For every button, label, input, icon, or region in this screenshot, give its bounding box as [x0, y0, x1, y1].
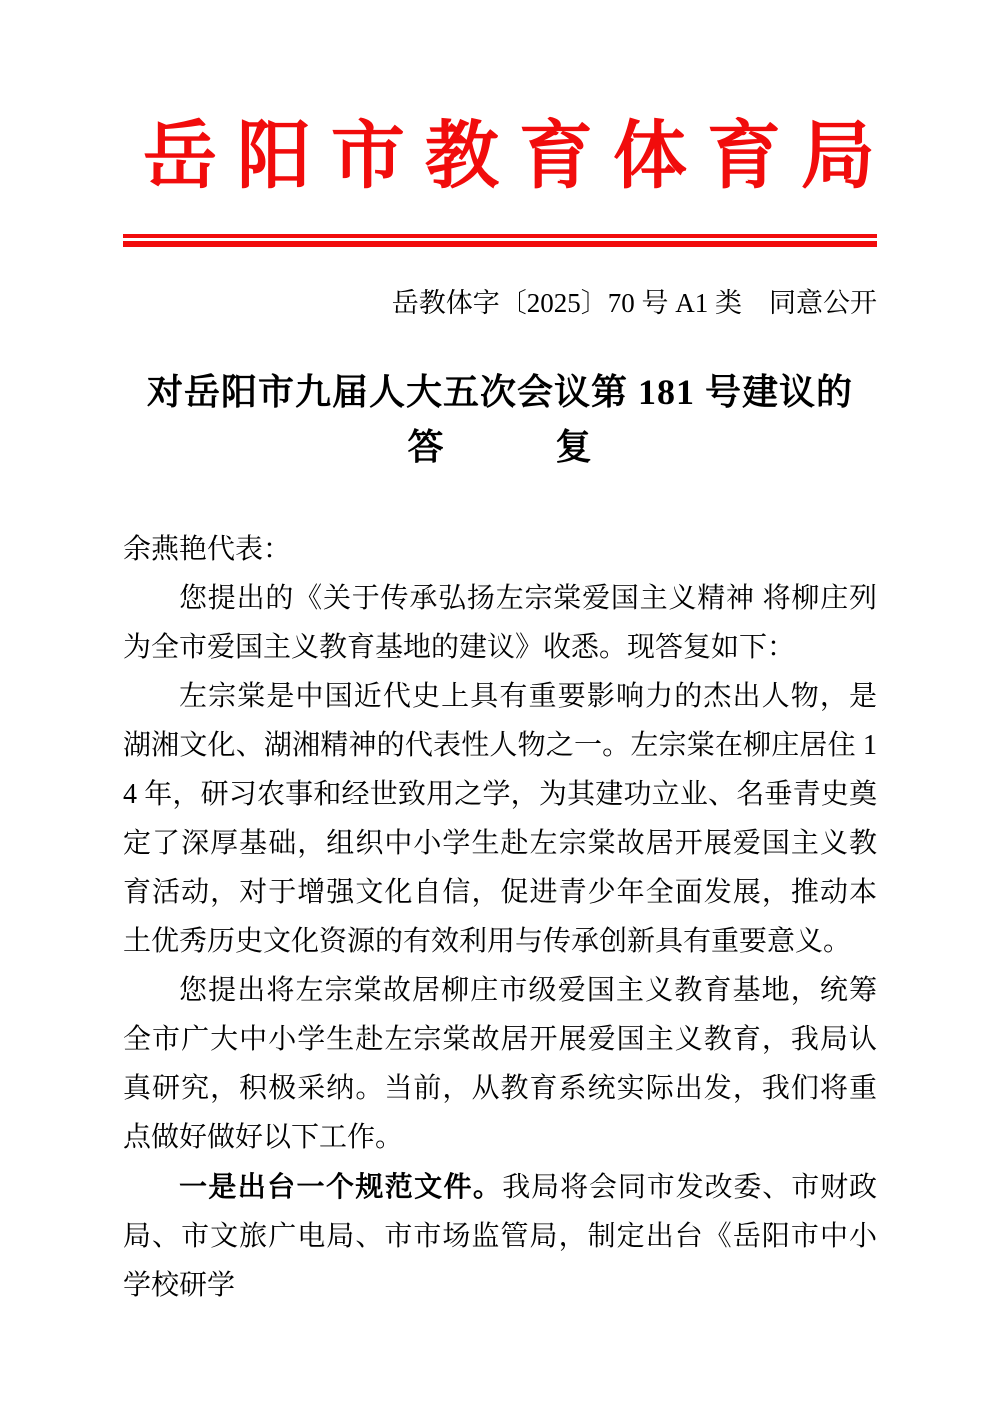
paragraph-adoption: 您提出将左宗棠故居柳庄市级爱国主义教育基地，统筹全市广大中小学生赴左宗棠故居开展爱国主义教育，我局认真研究，积极采纳。当前，从教育系统实际出发，我们将重点做好做好以下工作。	[123, 975, 877, 1153]
red-separator-rule	[123, 234, 877, 247]
doc-number: 岳教体字〔2025〕70 号 A1 类	[391, 288, 742, 318]
red-separator-rule-bottom	[123, 241, 877, 247]
salutation: 余燕艳代表：	[123, 534, 292, 565]
document-body	[123, 525, 877, 1310]
measure-1-lead: 一是出台一个规范文件。	[179, 1171, 503, 1202]
document-title-line-1: 对岳阳市九届人大五次会议第 181 号建议的	[146, 372, 853, 412]
document-title-line-2: 答 复	[407, 427, 593, 467]
doc-info-line	[123, 285, 877, 321]
measure-1-text: 我局将会同市发改委、市财政局、市文旅广电局、市市场监管局，制定出台《岳阳市中小学校研学	[123, 1172, 877, 1301]
paragraph-measure-1	[123, 1162, 877, 1310]
paragraph-background: 左宗棠是中国近代史上具有重要影响力的杰出人物，是湖湘文化、湖湘精神的代表性人物之一。左宗棠在柳庄居住 14 年，研习农事和经世致用之学，为其建功立业、名垂青史奠定了深厚基础，组织中小学生赴左宗棠故居开展爱国主义教育活动，对于增强文化自信，促进青少年全面发展，推动本土优秀历史文化资源的有效利用与传承创新具有重要意义。	[123, 681, 877, 957]
publicity-note: 同意公开	[769, 288, 877, 318]
agency-letterhead: 岳阳市教育体育局	[142, 116, 895, 198]
paragraph-receipt: 您提出的《关于传承弘扬左宗棠爱国主义精神 将柳庄列为全市爱国主义教育基地的建议》收悉。现答复如下：	[123, 583, 877, 663]
document-title	[123, 365, 877, 475]
